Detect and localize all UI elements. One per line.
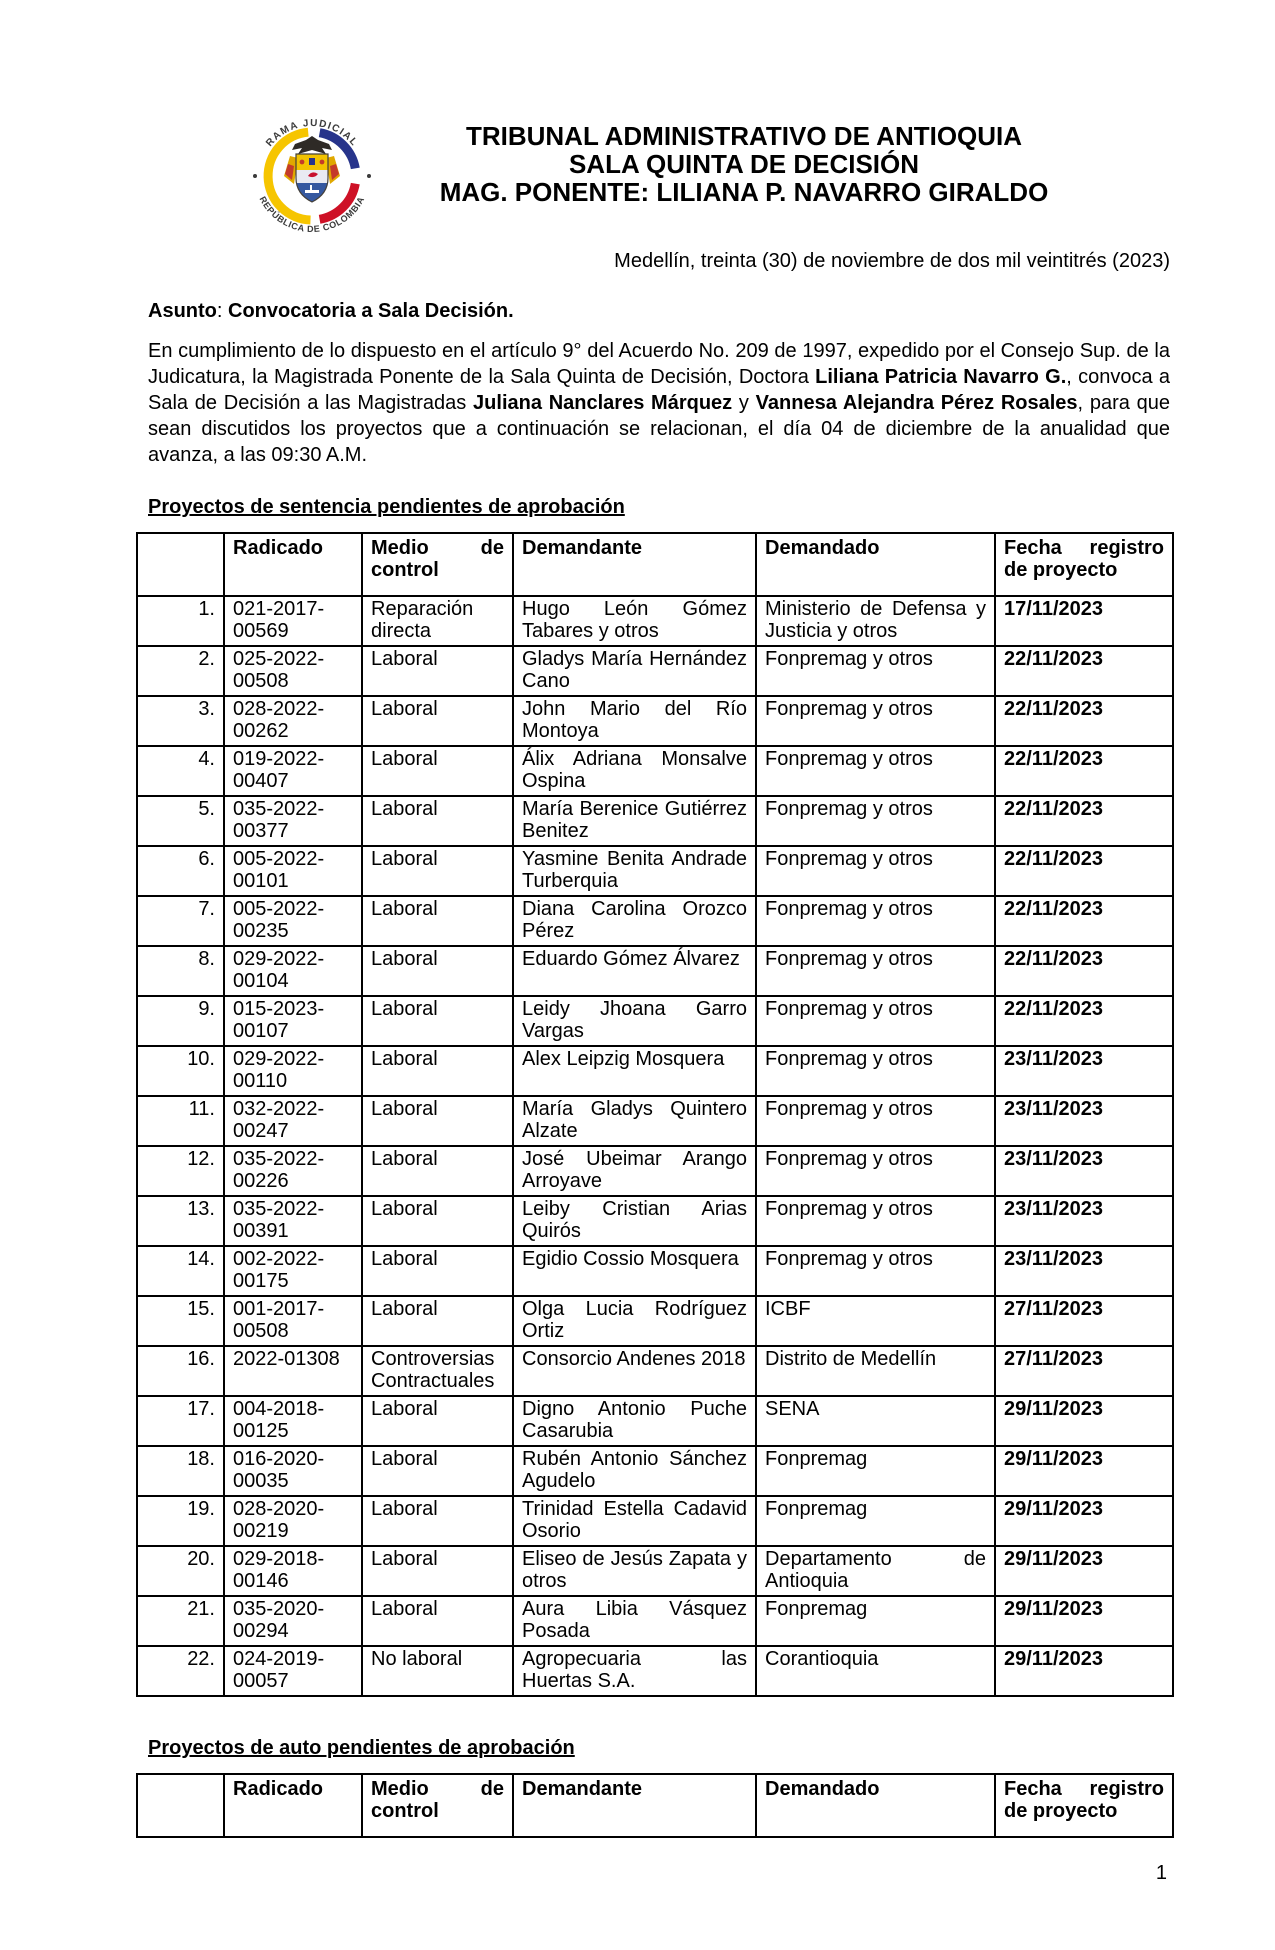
title-block	[324, 112, 1164, 206]
cell-num: 8.	[137, 946, 224, 996]
shield	[296, 154, 328, 202]
cell-radicado: 021-2017-00569	[224, 596, 362, 646]
cell-demandado: Departamento de Antioquia	[756, 1546, 995, 1596]
header-cell-num	[137, 1774, 224, 1837]
cell-radicado: 035-2022-00377	[224, 796, 362, 846]
cell-medio: Reparación directa	[362, 596, 513, 646]
cell-fecha: 23/11/2023	[995, 1046, 1173, 1096]
cell-demandado: Fonpremag	[756, 1596, 995, 1646]
cell-radicado: 029-2022-00110	[224, 1046, 362, 1096]
cell-demandante: Álix Adriana Monsalve Ospina	[513, 746, 756, 796]
cell-radicado: 005-2022-00101	[224, 846, 362, 896]
cell-medio: Controversias Contractuales	[362, 1346, 513, 1396]
subject-line	[148, 298, 1170, 324]
case-row	[137, 746, 1173, 796]
case-row	[137, 596, 1173, 646]
case-row	[137, 1196, 1173, 1246]
cell-medio: Laboral	[362, 1496, 513, 1546]
cell-demandante: Consorcio Andenes 2018	[513, 1346, 756, 1396]
cell-fecha: 29/11/2023	[995, 1396, 1173, 1446]
subject-label: Asunto	[148, 300, 217, 322]
cell-fecha: 23/11/2023	[995, 1246, 1173, 1296]
subject-value: Convocatoria a Sala Decisión.	[228, 300, 514, 322]
cell-radicado: 025-2022-00508	[224, 646, 362, 696]
cell-demandante: María Berenice Gutiérrez Benitez	[513, 796, 756, 846]
seal-top-text: RAMA JUDICIAL	[264, 117, 360, 149]
cell-demandante: John Mario del Río Montoya	[513, 696, 756, 746]
cell-radicado: 028-2020-00219	[224, 1496, 362, 1546]
cell-demandante: Rubén Antonio Sánchez Agudelo	[513, 1446, 756, 1496]
paragraph-segment: y	[732, 392, 756, 414]
cell-demandado: Corantioquia	[756, 1646, 995, 1696]
cell-fecha: 22/11/2023	[995, 746, 1173, 796]
cell-fecha: 23/11/2023	[995, 1096, 1173, 1146]
cell-demandante: Leidy Jhoana Garro Vargas	[513, 996, 756, 1046]
case-row	[137, 1146, 1173, 1196]
cell-fecha: 27/11/2023	[995, 1296, 1173, 1346]
cell-demandado: Fonpremag y otros	[756, 696, 995, 746]
cell-radicado: 024-2019-00057	[224, 1646, 362, 1696]
cell-demandante: Digno Antonio Puche Casarubia	[513, 1396, 756, 1446]
cell-fecha: 27/11/2023	[995, 1346, 1173, 1396]
cell-medio: Laboral	[362, 896, 513, 946]
cell-radicado: 029-2022-00104	[224, 946, 362, 996]
cell-medio: Laboral	[362, 1446, 513, 1496]
cell-num: 14.	[137, 1246, 224, 1296]
cell-demandante: Egidio Cossio Mosquera	[513, 1246, 756, 1296]
cell-num: 6.	[137, 846, 224, 896]
cell-demandado: Fonpremag y otros	[756, 1146, 995, 1196]
cell-num: 15.	[137, 1296, 224, 1346]
title-line-3: MAG. PONENTE: LILIANA P. NAVARRO GIRALDO	[439, 177, 1049, 207]
cell-fecha: 22/11/2023	[995, 896, 1173, 946]
case-row	[137, 1046, 1173, 1096]
cell-medio: Laboral	[362, 1246, 513, 1296]
case-row	[137, 1246, 1173, 1296]
header-cell-fecha: Fecha registro de proyecto	[995, 533, 1173, 596]
cell-num: 5.	[137, 796, 224, 846]
cell-radicado: 029-2018-00146	[224, 1546, 362, 1596]
rama-judicial-seal-icon	[252, 112, 372, 236]
header-cell-demandado: Demandado	[756, 533, 995, 596]
cell-demandado: Distrito de Medellín	[756, 1346, 995, 1396]
cell-num: 13.	[137, 1196, 224, 1246]
cell-demandante: Trinidad Estella Cadavid Osorio	[513, 1496, 756, 1546]
cell-demandante: Agropecuaria las Huertas S.A.	[513, 1646, 756, 1696]
cell-fecha: 22/11/2023	[995, 946, 1173, 996]
cell-demandante: José Ubeimar Arango Arroyave	[513, 1146, 756, 1196]
cell-demandado: Fonpremag y otros	[756, 646, 995, 696]
cell-fecha: 22/11/2023	[995, 646, 1173, 696]
cell-radicado: 015-2023-00107	[224, 996, 362, 1046]
paragraph-segment: , para que sean discutidos los proyectos que a continuación se relacionan, el día 04 de diciembre de la anualidad que avanza, a las 09:30 A.M.	[148, 392, 1170, 466]
cell-demandado: Fonpremag y otros	[756, 1046, 995, 1096]
cell-demandado: Fonpremag y otros	[756, 1096, 995, 1146]
header-cell-medio: Medio de control	[362, 1774, 513, 1837]
date-line: Medellín, treinta (30) de noviembre de dos mil veintitrés (2023)	[614, 250, 1170, 272]
magistrate-name: Vannesa Alejandra Pérez Rosales	[755, 392, 1078, 414]
cell-radicado: 019-2022-00407	[224, 746, 362, 796]
cell-medio: Laboral	[362, 1396, 513, 1446]
cell-num: 17.	[137, 1396, 224, 1446]
header-cell-demandante: Demandante	[513, 1774, 756, 1837]
cell-radicado: 035-2022-00391	[224, 1196, 362, 1246]
header-cell-radicado: Radicado	[224, 533, 362, 596]
cell-medio: Laboral	[362, 796, 513, 846]
cell-fecha: 29/11/2023	[995, 1446, 1173, 1496]
cell-demandado: ICBF	[756, 1296, 995, 1346]
cell-demandante: María Gladys Quintero Alzate	[513, 1096, 756, 1146]
cell-demandado: Fonpremag y otros	[756, 846, 995, 896]
page-number: 1	[1155, 1862, 1167, 1884]
cell-fecha: 22/11/2023	[995, 996, 1173, 1046]
cell-num: 7.	[137, 896, 224, 946]
cell-demandado: Fonpremag y otros	[756, 896, 995, 946]
paragraph-segment: En cumplimiento de lo dispuesto en el artículo 9° del Acuerdo No. 209 de 1997, expedido por el Consejo Sup. de la Judicatura, la Magistrada Ponente de la Sala Quinta de Decisión, Doctora	[148, 340, 1170, 388]
cell-radicado: 004-2018-00125	[224, 1396, 362, 1446]
cell-medio: Laboral	[362, 1546, 513, 1596]
cell-demandante: Alex Leipzig Mosquera	[513, 1046, 756, 1096]
case-row	[137, 846, 1173, 896]
cell-num: 22.	[137, 1646, 224, 1696]
cell-radicado: 2022-01308	[224, 1346, 362, 1396]
cell-medio: Laboral	[362, 696, 513, 746]
cell-medio: Laboral	[362, 1596, 513, 1646]
case-row	[137, 1646, 1173, 1696]
case-row	[137, 646, 1173, 696]
cell-medio: Laboral	[362, 1296, 513, 1346]
cell-medio: Laboral	[362, 1046, 513, 1096]
title-line-2: SALA QUINTA DE DECISIÓN	[568, 149, 920, 179]
seal-dot-left	[253, 174, 257, 178]
cell-medio: No laboral	[362, 1646, 513, 1696]
cell-demandado: Fonpremag	[756, 1446, 995, 1496]
cell-demandado: Ministerio de Defensa y Justicia y otros	[756, 596, 995, 646]
cell-demandante: Aura Libia Vásquez Posada	[513, 1596, 756, 1646]
cell-num: 16.	[137, 1346, 224, 1396]
case-row	[137, 1346, 1173, 1396]
cell-radicado: 035-2020-00294	[224, 1596, 362, 1646]
cell-medio: Laboral	[362, 996, 513, 1046]
case-row	[137, 896, 1173, 946]
cell-medio: Laboral	[362, 846, 513, 896]
header-cell-num	[137, 533, 224, 596]
case-row	[137, 796, 1173, 846]
cell-medio: Laboral	[362, 646, 513, 696]
cell-demandante: Eliseo de Jesús Zapata y otros	[513, 1546, 756, 1596]
case-row	[137, 1496, 1173, 1546]
section-heading-autos: Proyectos de auto pendientes de aprobación	[148, 1737, 575, 1759]
case-row	[137, 1446, 1173, 1496]
title-line-1: TRIBUNAL ADMINISTRATIVO DE ANTIOQUIA	[465, 121, 1023, 151]
cell-fecha: 17/11/2023	[995, 596, 1173, 646]
case-row	[137, 946, 1173, 996]
cell-demandante: Gladys María Hernández Cano	[513, 646, 756, 696]
cell-radicado: 032-2022-00247	[224, 1096, 362, 1146]
autos-table-header	[137, 1774, 1173, 1837]
cell-demandado: Fonpremag y otros	[756, 1246, 995, 1296]
cell-num: 2.	[137, 646, 224, 696]
header-cell-demandado: Demandado	[756, 1774, 995, 1837]
cell-fecha: 22/11/2023	[995, 846, 1173, 896]
cell-num: 11.	[137, 1096, 224, 1146]
cell-fecha: 29/11/2023	[995, 1596, 1173, 1646]
cell-fecha: 29/11/2023	[995, 1646, 1173, 1696]
header-cell-demandante: Demandante	[513, 533, 756, 596]
cell-medio: Laboral	[362, 946, 513, 996]
header-cell-medio: Medio de control	[362, 533, 513, 596]
case-row	[137, 1296, 1173, 1346]
cell-radicado: 005-2022-00235	[224, 896, 362, 946]
cell-demandante: Leiby Cristian Arias Quirós	[513, 1196, 756, 1246]
cell-demandante: Yasmine Benita Andrade Turberquia	[513, 846, 756, 896]
sentencias-table-header	[137, 533, 1173, 596]
document-header	[148, 112, 1170, 234]
case-row	[137, 1396, 1173, 1446]
cell-medio: Laboral	[362, 1096, 513, 1146]
cell-medio: Laboral	[362, 1196, 513, 1246]
section-heading-sentencias: Proyectos de sentencia pendientes de aprobación	[148, 496, 625, 518]
cell-demandado: SENA	[756, 1396, 995, 1446]
cell-demandante: Eduardo Gómez Álvarez	[513, 946, 756, 996]
cell-num: 21.	[137, 1596, 224, 1646]
cell-medio: Laboral	[362, 746, 513, 796]
case-row	[137, 996, 1173, 1046]
sentencias-table-body	[137, 596, 1173, 1696]
header-cell-radicado: Radicado	[224, 1774, 362, 1837]
sentencias-table	[136, 532, 1174, 1697]
magistrate-name: Liliana Patricia Navarro G.	[815, 366, 1067, 388]
cell-num: 12.	[137, 1146, 224, 1196]
cell-num: 18.	[137, 1446, 224, 1496]
cell-demandado: Fonpremag y otros	[756, 946, 995, 996]
header-cell-fecha: Fecha registro de proyecto	[995, 1774, 1173, 1837]
cell-demandante: Diana Carolina Orozco Pérez	[513, 896, 756, 946]
paragraph-segment: , convoca a Sala de Decisión a las Magistradas	[148, 366, 1170, 414]
cell-fecha: 23/11/2023	[995, 1196, 1173, 1246]
cell-radicado: 028-2022-00262	[224, 696, 362, 746]
cell-num: 9.	[137, 996, 224, 1046]
magistrate-name: Juliana Nanclares Márquez	[473, 392, 733, 414]
cell-fecha: 22/11/2023	[995, 696, 1173, 746]
cell-num: 3.	[137, 696, 224, 746]
cell-demandado: Fonpremag y otros	[756, 796, 995, 846]
case-row	[137, 1546, 1173, 1596]
seal-bottom-text: REPÚBLICA DE COLOMBIA	[257, 194, 367, 235]
cell-demandado: Fonpremag y otros	[756, 1196, 995, 1246]
cell-num: 10.	[137, 1046, 224, 1096]
cell-demandante: Olga Lucia Rodríguez Ortiz	[513, 1296, 756, 1346]
cell-demandado: Fonpremag y otros	[756, 996, 995, 1046]
cell-num: 4.	[137, 746, 224, 796]
seal-dot-right	[367, 174, 371, 178]
cell-fecha: 29/11/2023	[995, 1496, 1173, 1546]
case-row	[137, 1096, 1173, 1146]
cell-fecha: 29/11/2023	[995, 1546, 1173, 1596]
cell-fecha: 23/11/2023	[995, 1146, 1173, 1196]
cell-radicado: 001-2017-00508	[224, 1296, 362, 1346]
cell-demandado: Fonpremag y otros	[756, 746, 995, 796]
case-row	[137, 1596, 1173, 1646]
cell-radicado: 002-2022-00175	[224, 1246, 362, 1296]
body-paragraph	[148, 338, 1170, 468]
cell-demandado: Fonpremag	[756, 1496, 995, 1546]
cell-fecha: 22/11/2023	[995, 796, 1173, 846]
cell-demandante: Hugo León Gómez Tabares y otros	[513, 596, 756, 646]
cell-num: 20.	[137, 1546, 224, 1596]
cell-radicado: 035-2022-00226	[224, 1146, 362, 1196]
cell-radicado: 016-2020-00035	[224, 1446, 362, 1496]
subject-separator: :	[216, 300, 229, 322]
cell-medio: Laboral	[362, 1146, 513, 1196]
cell-num: 1.	[137, 596, 224, 646]
autos-table	[136, 1773, 1174, 1838]
cell-num: 19.	[137, 1496, 224, 1546]
case-row	[137, 696, 1173, 746]
